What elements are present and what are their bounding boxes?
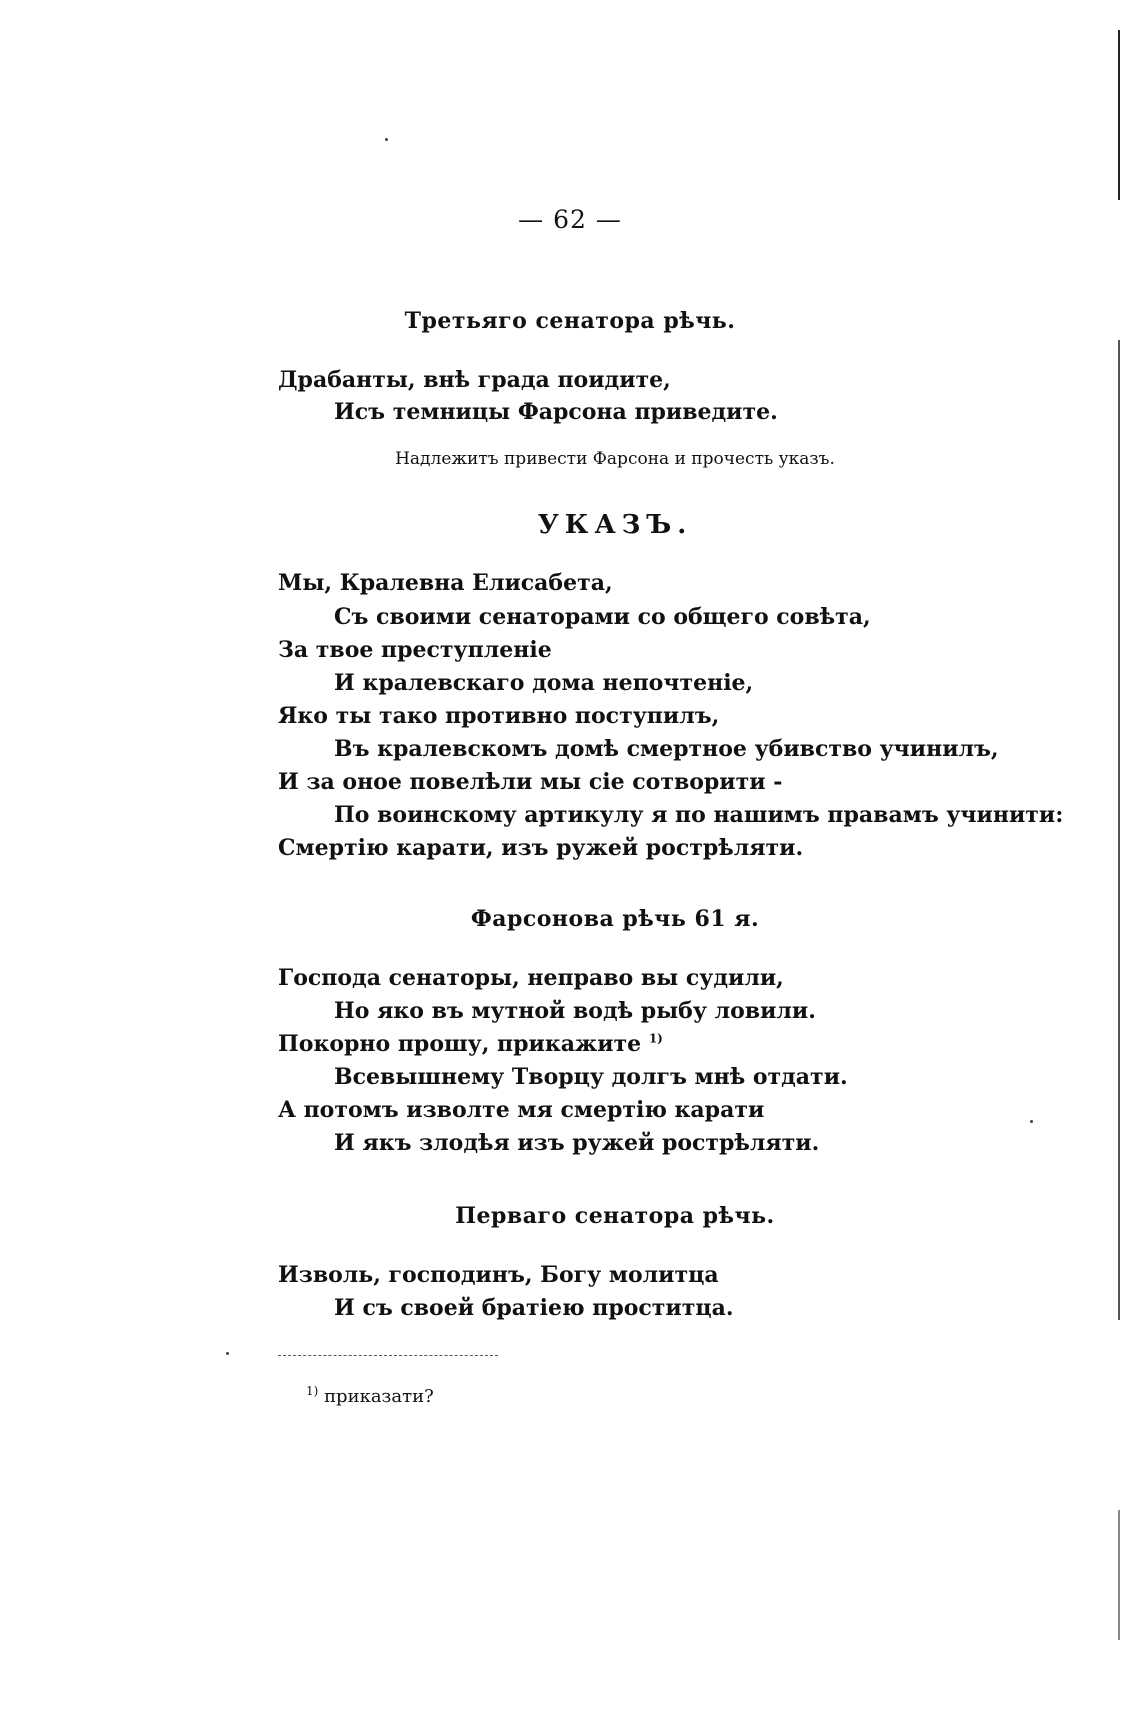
section-heading-third-senator: Третьяго сенатора рѣчь. [404, 308, 736, 334]
verse-line: Всевышнему Творцу долгъ мнѣ отдати. [334, 1064, 848, 1090]
footnote-marker: 1) [306, 1384, 319, 1398]
print-speck [226, 1352, 229, 1355]
verse-line: И якъ злодѣя изъ ружей рострѣляти. [334, 1130, 820, 1156]
page-edge-mark [1118, 30, 1120, 200]
section-heading-farson: Фарсонова рѣчь 61 я. [470, 906, 760, 932]
verse-line: Драбанты, внѣ града поидите, [278, 367, 671, 393]
verse-line: Исъ темницы Фарсона приведите. [334, 399, 778, 425]
print-speck [1030, 1120, 1033, 1123]
verse-line [278, 1031, 663, 1057]
verse-line-text: Покорно прошу, прикажите [278, 1031, 642, 1057]
page-edge-mark [1118, 340, 1120, 1320]
footnote-text: приказати? [324, 1386, 434, 1407]
page-edge-mark [1118, 1510, 1120, 1640]
footnote [306, 1384, 434, 1407]
stage-direction: Надлежитъ привести Фарсона и прочесть указъ. [395, 449, 835, 469]
verse-line: Мы, Кралевна Елисабета, [278, 570, 613, 596]
verse-line: И съ своей братіею проститца. [334, 1295, 734, 1321]
footnote-rule [278, 1355, 498, 1356]
verse-line: И кралевскаго дома непочтеніе, [334, 670, 754, 696]
verse-line: А потомъ изволте мя смертію карати [278, 1097, 765, 1123]
section-heading-first-senator: Перваго сенатора рѣчь. [455, 1203, 775, 1229]
verse-line: Въ кралевскомъ домѣ смертное убивство учинилъ, [334, 736, 999, 762]
verse-line: Господа сенаторы, неправо вы судили, [278, 965, 784, 991]
verse-line: Но яко въ мутной водѣ рыбу ловили. [334, 998, 816, 1024]
verse-line: Смертію карати, изъ ружей рострѣляти. [278, 835, 804, 861]
verse-line: По воинскому артикулу я по нашимъ правамъ учинити: [334, 802, 1064, 828]
verse-line: Яко ты тако противно поступилъ, [278, 703, 720, 729]
verse-line: И за оное повелѣли мы сіе сотворити - [278, 769, 783, 795]
verse-line: Изволь, господинъ, Богу молитца [278, 1262, 719, 1288]
verse-line: Съ своими сенаторами со общего совѣта, [334, 604, 871, 630]
verse-line: За твое преступленіе [278, 637, 552, 663]
page-number: — 62 — [518, 205, 622, 234]
print-speck [385, 138, 388, 141]
section-heading-ukaz: УКАЗЪ. [537, 510, 693, 540]
footnote-marker: 1) [648, 1031, 663, 1046]
